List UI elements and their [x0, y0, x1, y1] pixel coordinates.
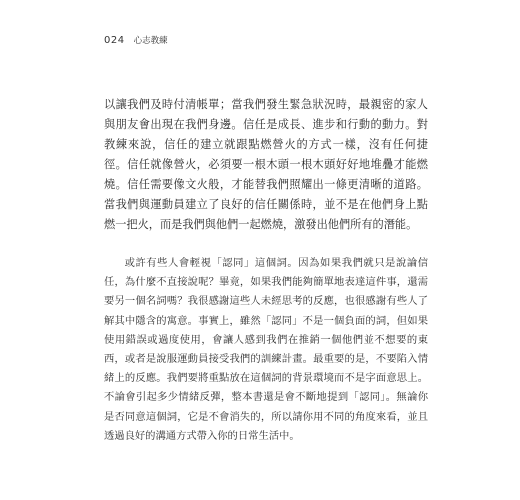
book-title: 心志教練	[133, 36, 168, 46]
running-header	[104, 34, 168, 48]
page-number: 024	[104, 35, 125, 46]
paragraph-2: 或許有些人會輕視「認同」這個詞。因為如果我們就只是說論信任，為什麼不直接說呢？畢竟，如果我們能夠簡單地表達這件事，還需要另一個名詞嗎？我很感謝這些人未經思考的反應，也很感謝有些人了解其中隱含的寓意。事實上，雖然「認同」不是一個負面的詞，但如果使用錯誤或過度使用，會讓人感到我們在推銷一個他們並不想要的東西，或者是說服運動員接受我們的訓練計畫。最重要的是，不要陷入情緒上的反應。我們要將重點放在這個詞的背景環境而不是字面意思上。不論會引起多少情緒反彈，整本書還是會不斷地提到「認同」。無論你是否同意這個詞，它是不會消失的，所以請你用不同的角度來看，並且透過良好的溝通方式帶入你的日常生活中。	[104, 257, 428, 442]
body-text	[104, 95, 428, 446]
paragraph-1: 以讓我們及時付清帳單；當我們發生緊急狀況時，最親密的家人與朋友會出現在我們身邊。信任是成長、進步和行動的動力。對教練來說，信任的建立就跟點燃營火的方式一樣，沒有任何捷徑。信任就像營火，必須要一根木頭一根木頭好好地堆疊才能燃燒。信任需要像文火般，才能替我們照耀出一條更清晰的道路。當我們與運動員建立了良好的信任關係時，並不是在他們身上點燃一把火，而是我們與他們一起燃燒，激發出他們所有的潛能。	[104, 98, 428, 231]
